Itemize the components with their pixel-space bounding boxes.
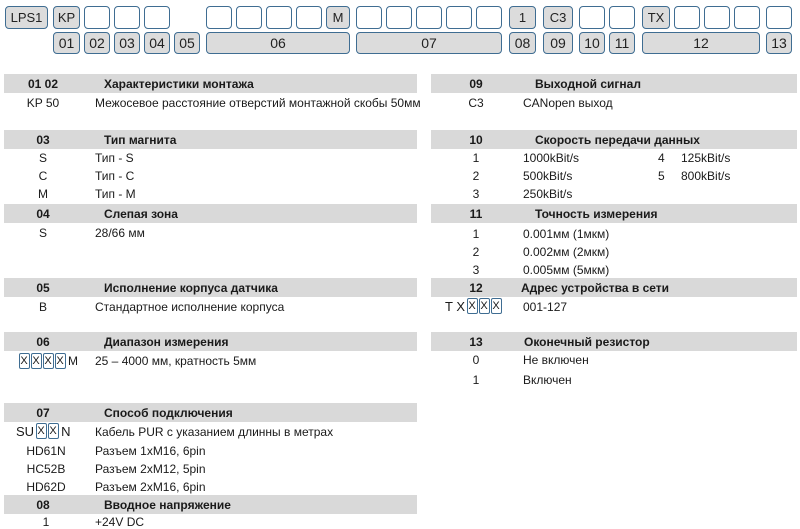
section-title: Способ подключения <box>104 405 233 420</box>
code-box-11[interactable] <box>609 6 635 29</box>
section-code: 07 <box>36 405 50 420</box>
placeholder-digit: X <box>44 355 52 367</box>
code-box-13[interactable] <box>766 6 792 29</box>
code-box-06-2[interactable] <box>236 6 262 29</box>
option-key: HC52B <box>26 462 66 476</box>
section-code: 03 <box>36 132 50 147</box>
option-value: 0.005мм (5мкм) <box>523 263 610 277</box>
option-key: S <box>38 226 47 240</box>
option-key: M <box>38 187 48 201</box>
position-10: 10 <box>579 32 605 54</box>
section-header-04 <box>4 204 417 223</box>
option-key: HD62D <box>26 480 66 494</box>
option-key: 1 <box>42 515 50 529</box>
placeholder-prefix: T X <box>445 298 465 314</box>
code-box-07-4[interactable] <box>446 6 472 29</box>
placeholder-digit: X <box>20 355 28 367</box>
position-02: 02 <box>84 32 110 54</box>
code-box-tx: TX <box>642 6 670 29</box>
code-box-07-2[interactable] <box>386 6 412 29</box>
option-key: C <box>38 169 48 183</box>
option-key: 4 <box>658 151 665 165</box>
placeholder-suffix: M <box>68 354 78 368</box>
code-box-m: M <box>326 6 350 29</box>
option-value: +24V DC <box>95 515 145 529</box>
option-key: 1 <box>472 373 480 387</box>
position-12: 12 <box>642 32 760 54</box>
placeholder-digit: X <box>492 300 500 312</box>
option-value: Разъем 2xM16, 6pin <box>95 480 206 494</box>
code-box-lps1: LPS1 <box>5 6 48 29</box>
option-key: KP 50 <box>26 96 60 110</box>
option-value: 800kBit/s <box>681 169 731 183</box>
code-box-06-1[interactable] <box>206 6 232 29</box>
code-box-10[interactable] <box>579 6 605 29</box>
code-box-kp: KP <box>53 6 80 29</box>
option-value: Разъем 2xM12, 5pin <box>95 462 206 476</box>
option-value: 25 – 4000 мм, кратность 5мм <box>95 354 257 368</box>
placeholder-digit: X <box>49 425 57 437</box>
code-box-03[interactable] <box>84 6 110 29</box>
section-code: 09 <box>469 76 483 91</box>
option-value: Стандартное исполнение корпуса <box>95 300 285 314</box>
section-code: 05 <box>36 280 50 295</box>
cable-placeholder <box>16 423 70 439</box>
placeholder-digit: X <box>32 355 40 367</box>
placeholder-prefix: SU <box>16 423 35 439</box>
option-value: 250kBit/s <box>523 187 573 201</box>
code-box-06-3[interactable] <box>266 6 292 29</box>
code-box-06-4[interactable] <box>296 6 322 29</box>
option-key: 1 <box>472 227 480 241</box>
option-key: HD61N <box>26 444 66 458</box>
position-08: 08 <box>509 32 536 54</box>
section-code: 06 <box>36 334 50 349</box>
option-value: Тип - S <box>95 151 134 165</box>
code-box-12-2[interactable] <box>704 6 730 29</box>
section-header-11 <box>431 204 797 223</box>
section-header-07 <box>4 403 417 422</box>
section-header-06 <box>4 332 417 351</box>
option-value: Межосевое расстояние отверстий монтажной скобы 50мм <box>95 96 421 110</box>
option-value: 0.002мм (2мкм) <box>523 245 610 259</box>
code-box-1: 1 <box>509 6 536 29</box>
option-value: Не включен <box>523 353 589 367</box>
section-header-0102 <box>4 74 417 93</box>
option-key: 1 <box>472 151 480 165</box>
option-value: 28/66 мм <box>95 226 145 240</box>
section-title: Вводное напряжение <box>104 497 231 512</box>
option-key: C3 <box>468 96 484 110</box>
placeholder-digit: X <box>468 300 476 312</box>
option-value: 500kBit/s <box>523 169 573 183</box>
placeholder-digit: X <box>56 355 64 367</box>
code-box-12-1[interactable] <box>674 6 700 29</box>
option-key: 0 <box>472 353 480 367</box>
section-code: 13 <box>469 334 483 349</box>
section-title: Выходной сигнал <box>535 76 641 91</box>
option-key: 5 <box>658 169 665 183</box>
section-header-03 <box>4 130 417 149</box>
section-code: 12 <box>469 280 483 295</box>
code-box-12-3[interactable] <box>734 6 760 29</box>
section-title: Адрес устройства в сети <box>521 280 670 295</box>
option-key: 3 <box>472 187 480 201</box>
section-code: 01 02 <box>27 76 59 91</box>
section-title: Исполнение корпуса датчика <box>104 280 278 295</box>
option-value: 1000kBit/s <box>523 151 580 165</box>
section-code: 11 <box>469 206 483 221</box>
section-title: Скорость передачи данных <box>535 132 700 147</box>
position-07: 07 <box>356 32 502 54</box>
option-value: Тип - M <box>95 187 136 201</box>
section-header-12 <box>431 278 797 297</box>
option-value: 0.001мм (1мкм) <box>523 227 610 241</box>
section-title: Оконечный резистор <box>524 334 650 349</box>
section-title: Тип магнита <box>104 132 177 147</box>
range-placeholder <box>18 353 78 369</box>
option-value: Разъем 1xM16, 6pin <box>95 444 206 458</box>
section-title: Слепая зона <box>104 206 178 221</box>
address-placeholder <box>445 298 502 314</box>
section-header-05 <box>4 278 417 297</box>
section-header-13 <box>431 332 797 351</box>
option-key: 2 <box>472 245 480 259</box>
section-title: Характеристики монтажа <box>104 76 254 91</box>
option-value: CANopen выход <box>523 96 613 110</box>
code-box-04[interactable] <box>114 6 140 29</box>
section-header-08 <box>4 495 417 514</box>
placeholder-suffix: N <box>61 423 71 439</box>
section-header-10 <box>431 130 797 149</box>
option-value: Кабель PUR с указанием длинны в метрах <box>95 425 334 439</box>
code-box-07-5[interactable] <box>476 6 502 29</box>
position-13: 13 <box>766 32 792 54</box>
position-04: 04 <box>144 32 170 54</box>
option-value: Включен <box>523 373 572 387</box>
code-box-07-1[interactable] <box>356 6 382 29</box>
code-box-c3: C3 <box>543 6 573 29</box>
section-code: 08 <box>36 497 50 512</box>
option-value: Тип - C <box>95 169 135 183</box>
position-06: 06 <box>206 32 350 54</box>
position-09: 09 <box>543 32 573 54</box>
option-key: S <box>38 151 47 165</box>
option-key: 2 <box>472 169 480 183</box>
position-03: 03 <box>114 32 140 54</box>
section-code: 04 <box>36 206 50 221</box>
option-key: B <box>38 300 47 314</box>
code-box-05[interactable] <box>144 6 170 29</box>
section-title: Диапазон измерения <box>104 334 229 349</box>
placeholder-digit: X <box>480 300 488 312</box>
position-01: 01 <box>53 32 80 54</box>
option-key: 3 <box>472 263 480 277</box>
placeholder-digit: X <box>37 425 45 437</box>
option-value: 125kBit/s <box>681 151 731 165</box>
section-code: 10 <box>469 132 483 147</box>
option-value: 001-127 <box>523 300 568 314</box>
section-title: Точность измерения <box>535 206 658 221</box>
code-box-07-3[interactable] <box>416 6 442 29</box>
position-11: 11 <box>609 32 635 54</box>
position-05: 05 <box>174 32 200 54</box>
section-header-09 <box>431 74 797 93</box>
